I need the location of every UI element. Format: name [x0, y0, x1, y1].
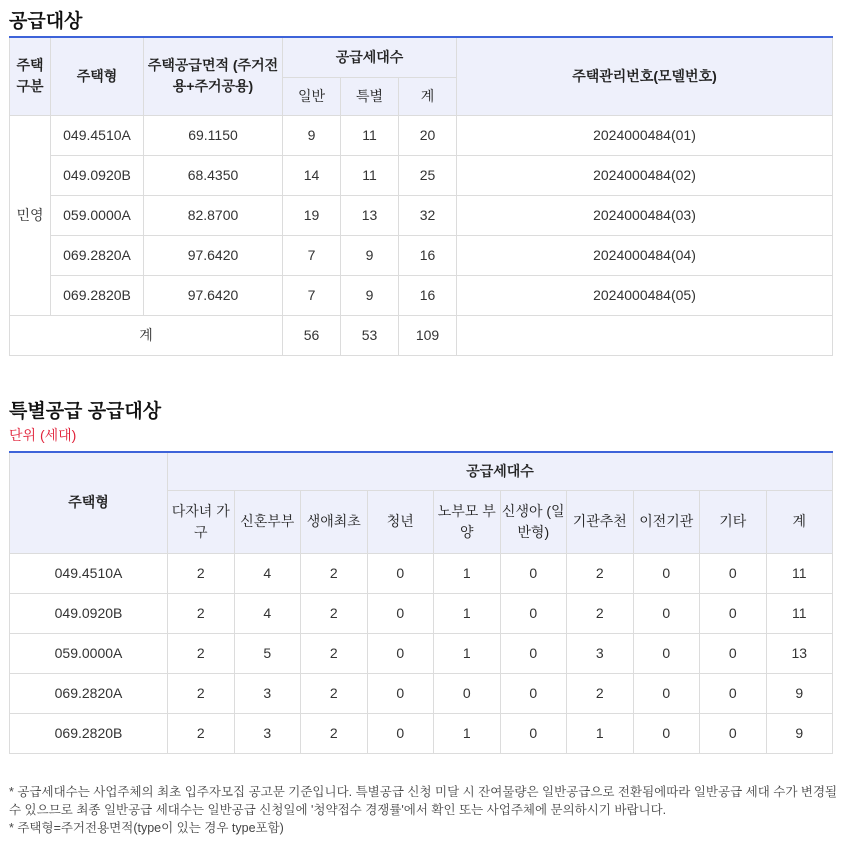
cell-value: 2: [168, 673, 235, 713]
header-supply-area: 주택공급면적 (주거전용+주거공용): [144, 37, 283, 115]
header-col-7: 이전기관: [633, 490, 700, 553]
cell-area: 97.6420: [144, 235, 283, 275]
cell-value: 2: [567, 553, 634, 593]
header-category: 주택 구분: [10, 37, 51, 115]
table-row: [10, 115, 833, 155]
sum-general: 56: [283, 315, 341, 355]
cell-area: 68.4350: [144, 155, 283, 195]
header-supply-households: 공급세대수: [283, 37, 457, 77]
cell-value: 13: [766, 633, 833, 673]
header-management-number: 주택관리번호(모델번호): [457, 37, 833, 115]
cell-value: 4: [234, 593, 301, 633]
header-col-2: 생애최초: [301, 490, 368, 553]
cell-value: 2: [168, 713, 235, 753]
footnote-1: * 공급세대수는 사업주체의 최초 입주자모집 공고문 기준입니다. 특별공급 신청 미달 시 잔여물량은 일반공급으로 전환됨에따라 일반공급 세대 수가 변경될 수 있으므로 최종 일반공급 세대수는 일반공급 신청일에 '청약접수 경쟁률'에서 확인 또는 사업주체에 문의하시기 바랍니다.: [9, 785, 838, 817]
cell-value: 11: [766, 553, 833, 593]
cell-value: 0: [700, 633, 767, 673]
cell-mgmt: 2024000484(05): [457, 275, 833, 315]
header-special: 특별: [341, 77, 399, 115]
cell-special: 9: [341, 275, 399, 315]
cell-value: 2: [301, 553, 368, 593]
header-col-9: 계: [766, 490, 833, 553]
table-row: [10, 275, 833, 315]
cell-value: 5: [234, 633, 301, 673]
cell-total: 20: [399, 115, 457, 155]
cell-value: 0: [700, 673, 767, 713]
cell-value: 0: [367, 633, 434, 673]
cell-general: 19: [283, 195, 341, 235]
cell-total: 32: [399, 195, 457, 235]
cell-type: 049.4510A: [51, 115, 144, 155]
special-supply-table: [9, 451, 833, 754]
cell-value: 0: [700, 593, 767, 633]
cell-value: 2: [168, 633, 235, 673]
sum-label: 계: [10, 315, 283, 355]
cell-value: 2: [567, 673, 634, 713]
cell-type: 049.0920B: [10, 593, 168, 633]
header-total: 계: [399, 77, 457, 115]
table-row: [10, 155, 833, 195]
header-col-3: 청년: [367, 490, 434, 553]
cell-total: 16: [399, 275, 457, 315]
cell-value: 0: [633, 633, 700, 673]
footnotes: [9, 783, 839, 837]
header-general: 일반: [283, 77, 341, 115]
cell-mgmt: 2024000484(03): [457, 195, 833, 235]
cell-value: 0: [367, 713, 434, 753]
cell-value: 3: [234, 673, 301, 713]
cell-value: 2: [567, 593, 634, 633]
cell-value: 0: [700, 553, 767, 593]
cell-value: 9: [766, 713, 833, 753]
header-col-4: 노부모 부양: [434, 490, 501, 553]
cell-value: 0: [500, 713, 567, 753]
cell-type: 059.0000A: [51, 195, 144, 235]
header-housing-type: 주택형: [51, 37, 144, 115]
cell-type: 069.2820A: [51, 235, 144, 275]
cell-total: 16: [399, 235, 457, 275]
cell-value: 2: [301, 593, 368, 633]
cell-type: 069.2820B: [51, 275, 144, 315]
table-row: [10, 235, 833, 275]
cell-value: 2: [168, 553, 235, 593]
supply-target-body: [10, 115, 833, 355]
header-col-0: 다자녀 가구: [168, 490, 235, 553]
sum-mgmt-empty: [457, 315, 833, 355]
header-col-6: 기관추천: [567, 490, 634, 553]
cell-type: 049.4510A: [10, 553, 168, 593]
cell-value: 0: [633, 673, 700, 713]
cell-value: 1: [434, 713, 501, 753]
cell-value: 1: [434, 553, 501, 593]
cell-value: 2: [301, 673, 368, 713]
cell-special: 11: [341, 115, 399, 155]
unit-label: 단위 (세대): [9, 427, 77, 443]
table-row: [10, 593, 833, 633]
header-col-8: 기타: [700, 490, 767, 553]
cell-value: 3: [567, 633, 634, 673]
cell-value: 0: [500, 633, 567, 673]
header-supply-households: 공급세대수: [168, 452, 833, 490]
cell-mgmt: 2024000484(04): [457, 235, 833, 275]
cell-special: 13: [341, 195, 399, 235]
special-supply-title: 특별공급 공급대상: [9, 401, 162, 422]
table-row: [10, 553, 833, 593]
footnote-2: * 주택형=주거전용면적(type이 있는 경우 type포함): [9, 821, 284, 835]
cell-value: 0: [434, 673, 501, 713]
cell-area: 97.6420: [144, 275, 283, 315]
cell-value: 0: [633, 553, 700, 593]
cell-value: 1: [567, 713, 634, 753]
cell-value: 2: [301, 713, 368, 753]
cell-value: 0: [500, 673, 567, 713]
cell-general: 7: [283, 275, 341, 315]
table-row: [10, 195, 833, 235]
cell-value: 0: [633, 593, 700, 633]
cell-value: 1: [434, 633, 501, 673]
table-row: [10, 673, 833, 713]
cell-value: 1: [434, 593, 501, 633]
cell-special: 11: [341, 155, 399, 195]
cell-value: 2: [168, 593, 235, 633]
cell-mgmt: 2024000484(01): [457, 115, 833, 155]
cell-value: 2: [301, 633, 368, 673]
table-row: [10, 633, 833, 673]
cell-area: 82.8700: [144, 195, 283, 235]
cell-mgmt: 2024000484(02): [457, 155, 833, 195]
cell-type: 069.2820B: [10, 713, 168, 753]
cell-type: 049.0920B: [51, 155, 144, 195]
cell-value: 11: [766, 593, 833, 633]
category-cell: 민영: [10, 115, 51, 315]
cell-value: 0: [367, 673, 434, 713]
cell-value: 0: [633, 713, 700, 753]
header-housing-type: 주택형: [10, 452, 168, 553]
supply-target-table: [9, 36, 833, 356]
supply-target-title: 공급대상: [9, 11, 83, 32]
cell-type: 069.2820A: [10, 673, 168, 713]
cell-value: 0: [367, 593, 434, 633]
cell-value: 0: [700, 713, 767, 753]
cell-value: 4: [234, 553, 301, 593]
cell-value: 0: [500, 593, 567, 633]
cell-type: 059.0000A: [10, 633, 168, 673]
header-col-1: 신혼부부: [234, 490, 301, 553]
sum-total: 109: [399, 315, 457, 355]
cell-general: 7: [283, 235, 341, 275]
sum-row: [10, 315, 833, 355]
table-row: [10, 713, 833, 753]
cell-general: 9: [283, 115, 341, 155]
cell-value: 9: [766, 673, 833, 713]
special-supply-body: [10, 553, 833, 753]
cell-value: 3: [234, 713, 301, 753]
cell-value: 0: [500, 553, 567, 593]
cell-special: 9: [341, 235, 399, 275]
cell-value: 0: [367, 553, 434, 593]
cell-total: 25: [399, 155, 457, 195]
sum-special: 53: [341, 315, 399, 355]
cell-general: 14: [283, 155, 341, 195]
header-col-5: 신생아 (일반형): [500, 490, 567, 553]
cell-area: 69.1150: [144, 115, 283, 155]
